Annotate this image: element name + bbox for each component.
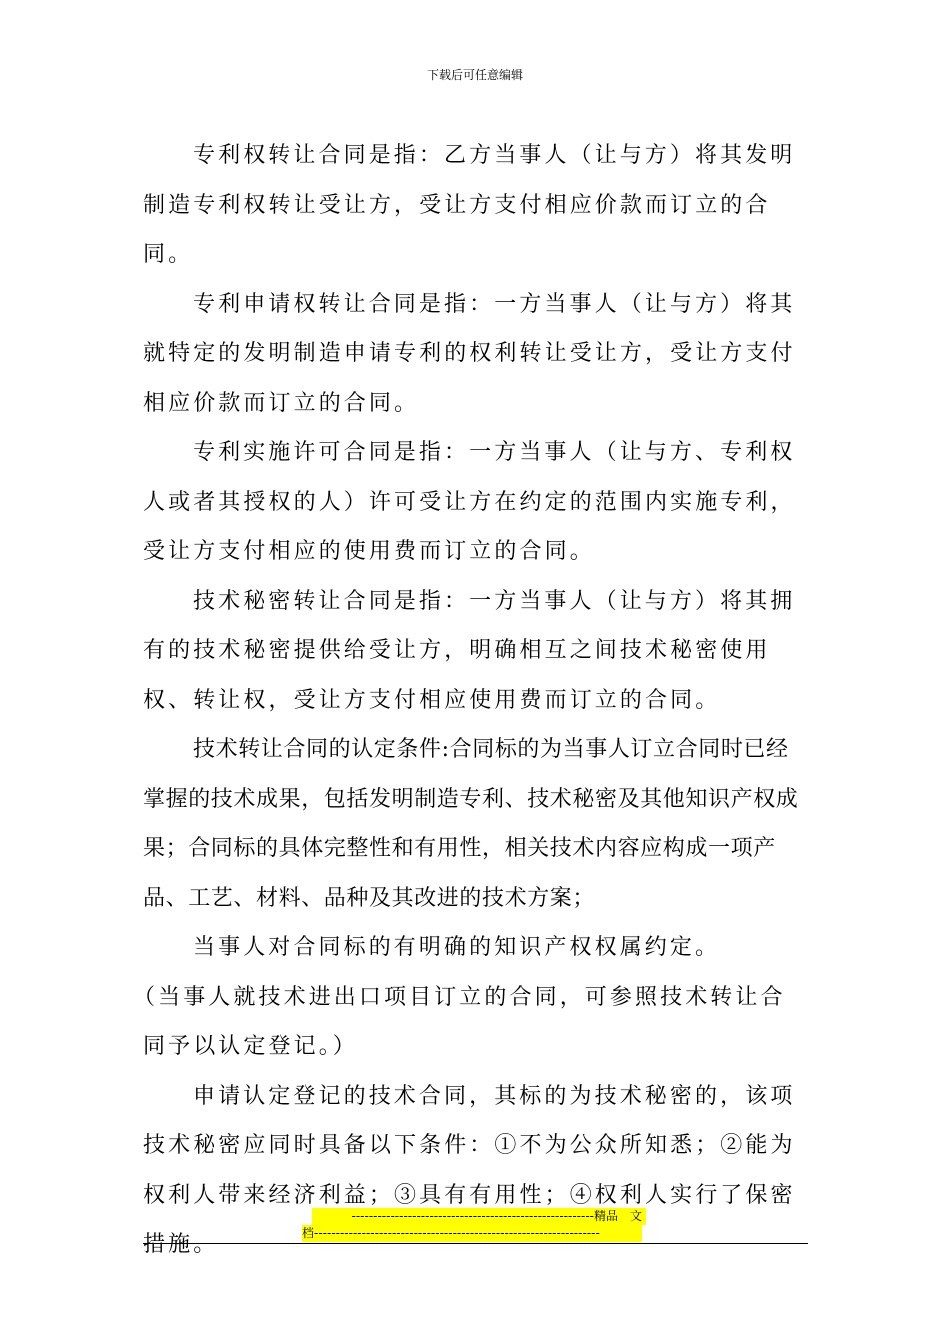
document-body xyxy=(133,131,808,1270)
footer-watermark-line1: --------------------------------------------------------精品 文 xyxy=(312,1208,646,1225)
paragraph-technical-secret-transfer: 技术秘密转让合同是指：一方当事人（让与方）将其拥有的技术秘密提供给受让方，明确相互之间技术秘密使用权、转让权，受让方支付相应使用费而订立的合同。 xyxy=(143,588,796,713)
footer-rule xyxy=(143,1243,808,1244)
paragraph-patent-application-transfer: 专利申请权转让合同是指：一方当事人（让与方）将其就特定的发明制造申请专利的权利转让受让方，受让方支付相应价款而订立的合同。 xyxy=(143,291,796,416)
paragraph-patent-transfer: 专利权转让合同是指：乙方当事人（让与方）将其发明制造专利权转让受让方，受让方支付相应价款而订立的合同。 xyxy=(143,143,796,267)
page-header: 下载后可任意编辑 xyxy=(426,68,523,82)
paragraph-import-export-note: （当事人就技术进出口项目订立的合同，可参照技术转让合同予以认定登记。） xyxy=(133,984,786,1059)
footer-watermark xyxy=(302,1208,652,1242)
paragraph-secret-requirements: 申请认定登记的技术合同，其标的为技术秘密的，该项技术秘密应同时具备以下条件：①不为公众所知悉；②能为权利人带来经济利益；③具有有用性；④权利人实行了保密措施。 xyxy=(143,1083,796,1257)
footer-watermark-line2: 档------------------------------------------------------------------ xyxy=(302,1225,642,1242)
paragraph-ip-ownership: 当事人对合同标的有明确的知识产权权属约定。 xyxy=(193,935,721,960)
paragraph-patent-license: 专利实施许可合同是指：一方当事人（让与方、专利权人或者其授权的人）许可受让方在约定的范围内实施专利，受让方支付相应的使用费而订立的合同。 xyxy=(143,440,796,564)
paragraph-recognition-conditions: 技术转让合同的认定条件:合同标的为当事人订立合同时已经掌握的技术成果，包括发明制造专利、技术秘密及其他知识产权成果；合同标的具体完整性和有用性，相关技术内容应构成一项产品、工艺、材料、品种及其改进的技术方案； xyxy=(143,737,799,911)
